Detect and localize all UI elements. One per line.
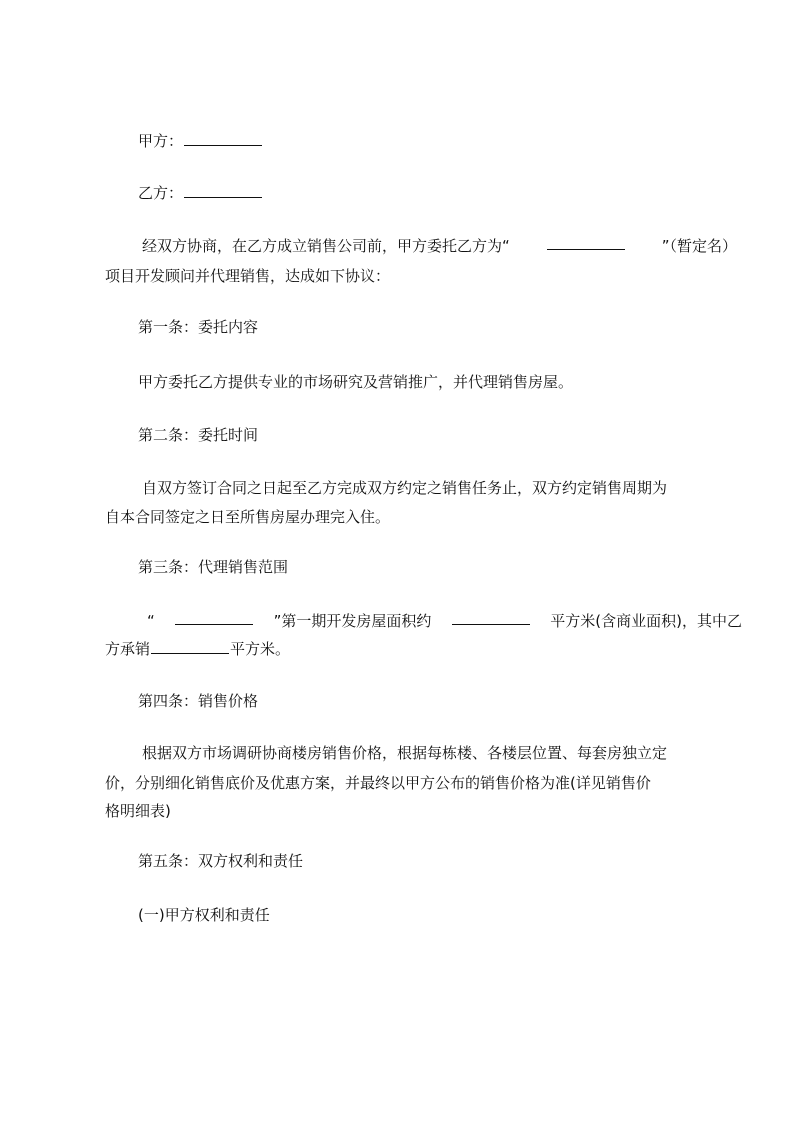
party-b-blank[interactable] [184, 182, 262, 198]
article-3-text-5: 平方米。 [230, 640, 291, 658]
article-5-title: 第五条：双方权利和责任 [138, 852, 304, 870]
article-1-body: 甲方委托乙方提供专业的市场研究及营销推广，并代理销售房屋。 [138, 373, 574, 391]
preamble-text-1: 经双方协商，在乙方成立销售公司前，甲方委托乙方为“ [142, 237, 510, 255]
article-4-line-2: 价，分别细化销售底价及优惠方案，并最终以甲方公布的销售价格为准(详见销售价 [105, 774, 651, 792]
project-name-blank[interactable] [547, 234, 625, 250]
article-3-line-1 [105, 609, 742, 633]
article-4-title: 第四条：销售价格 [138, 692, 259, 710]
article-4-line-3: 格明细表) [105, 802, 171, 820]
article-3-text-2: ”第一期开发房屋面积约 [273, 612, 432, 630]
party-a-line [105, 129, 733, 153]
article-2-line-2: 自本合同签定之日至所售房屋办理完入住。 [105, 508, 391, 526]
consigned-area-blank[interactable] [151, 638, 229, 654]
article-5-sub-1: (一)甲方权利和责任 [138, 906, 270, 924]
phase-name-blank[interactable] [175, 609, 253, 625]
party-a-blank[interactable] [184, 130, 262, 146]
party-a-label: 甲方： [138, 132, 184, 150]
party-b-line [105, 181, 733, 205]
article-2-line-1: 自双方签订合同之日起至乙方完成双方约定之销售任务止，双方约定销售周期为 [142, 479, 668, 497]
total-area-blank[interactable] [452, 609, 530, 625]
article-1-title: 第一条：委托内容 [138, 318, 259, 336]
preamble-line-1 [105, 234, 737, 258]
party-b-label: 乙方： [138, 184, 184, 202]
article-4-line-1: 根据双方市场调研协商楼房销售价格，根据每栋楼、各楼层位置、每套房独立定 [142, 744, 668, 762]
preamble-line-2: 项目开发顾问并代理销售，达成如下协议： [105, 267, 391, 285]
article-3-text-3: 平方米(含商业面积)，其中乙 [550, 612, 742, 630]
article-2-title: 第二条：委托时间 [138, 426, 259, 444]
article-3-text-4: 方承销 [105, 640, 151, 658]
article-3-title: 第三条：代理销售范围 [138, 558, 289, 576]
article-3-line-2 [105, 637, 700, 661]
preamble-text-2: ”（暂定名） [661, 237, 737, 255]
article-3-text-1: “ [147, 612, 155, 630]
